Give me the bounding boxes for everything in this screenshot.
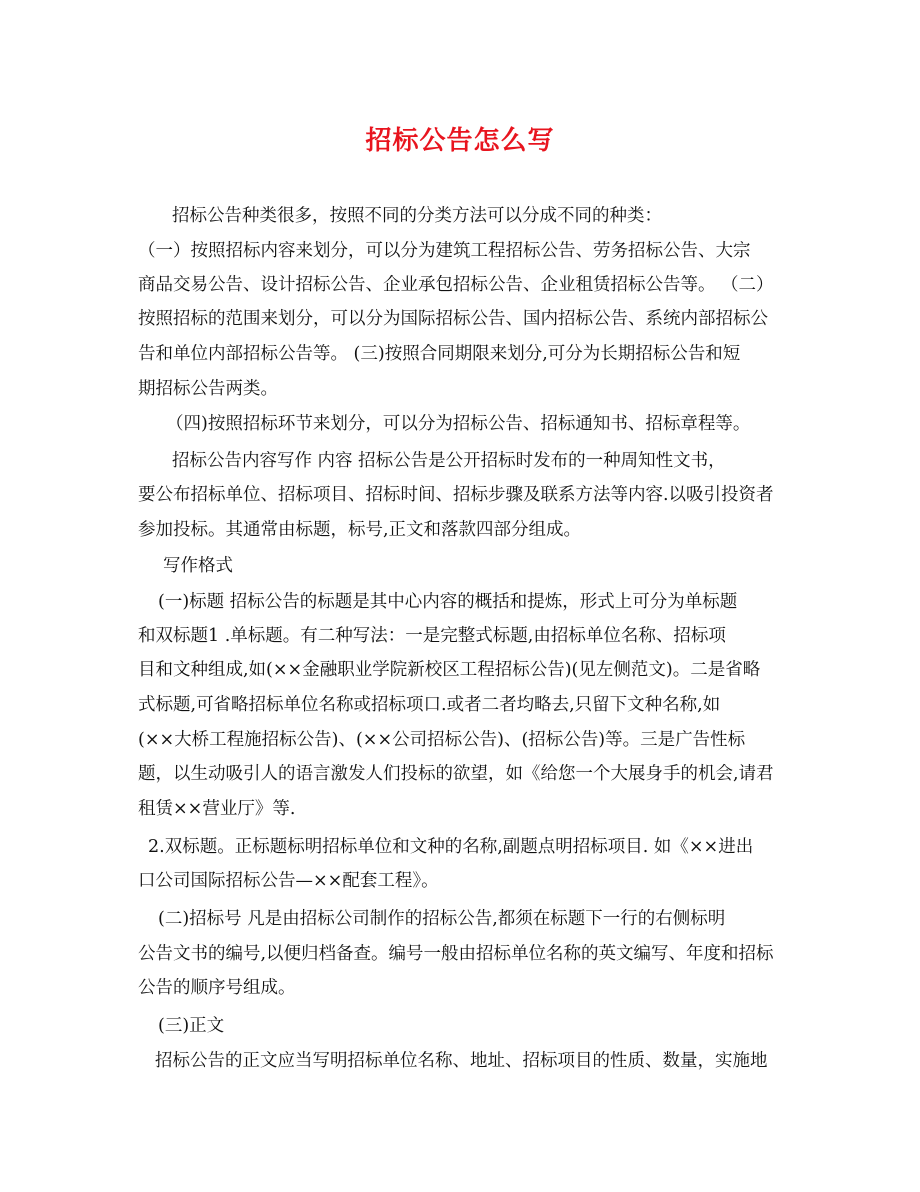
body-line: (一)标题 招标公告的标题是其中心内容的概括和提炼，形式上可分为单标题 [158, 592, 738, 612]
body-line: 公告文书的编号,以便归档备查。编号一般由招标单位名称的英文编写、年度和招标 [138, 944, 774, 964]
body-line: 招标公告种类很多，按照不同的分类方法可以分成不同的种类： [172, 206, 662, 226]
body-line: 租赁××营业厅》等. [138, 799, 296, 819]
body-line: 商品交易公告、设计招标公告、企业承包招标公告、企业租赁招标公告等。 （二） [138, 275, 774, 295]
body-line: 参加投标。其通常由标题，标号,正文和落款四部分组成。 [138, 520, 582, 540]
body-line: 式标题,可省略招标单位名称或招标项口.或者二者均略去,只留下文种名称,如 [138, 695, 721, 715]
body-line: （四)按照招标环节来划分，可以分为招标公告、招标通知书、招标章程等。 [166, 414, 751, 434]
body-line: 要公布招标单位、招标项目、招标时间、招标步骤及联系方法等内容.以吸引投资者 [138, 485, 774, 505]
body-line: 口公司国际招标公告—××配套工程》。 [138, 871, 439, 891]
body-line: 招标公告内容写作 内容 招标公告是公开招标时发布的一种周知性文书， [172, 451, 726, 471]
body-line: 按照招标的范围来划分，可以分为国际招标公告、国内招标公告、系统内部招标公 [138, 309, 768, 329]
body-line: 目和文种组成,如(××金融职业学院新校区工程招标公告)(见左侧范文)。二是省略 [138, 660, 761, 680]
body-line: 2.双标题。正标题标明招标单位和文种的名称,副题点明招标项目. 如《××进出 [148, 837, 754, 857]
body-line: 招标公告的正文应当写明招标单位名称、地址、招标项目的性质、数量，实施地 [155, 1051, 768, 1071]
body-line: 公告的顺序号组成。 [138, 978, 296, 998]
section-heading: 写作格式 [163, 556, 233, 576]
body-line: 题，以生动吸引人的语言激发人们投标的欲望，如《给您一个大展身手的机会,请君 [138, 764, 774, 784]
body-line: 期招标公告两类。 [138, 379, 278, 399]
body-line: 告和单位内部招标公告等。 (三)按照合同期限来划分,可分为长期招标公告和短 [138, 344, 741, 364]
body-line: （一）按照招标内容来划分，可以分为建筑工程招标公告、劳务招标公告、大宗 [138, 241, 751, 261]
body-line: (××大桥工程施招标公告)、(××公司招标公告)、(招标公告)等。三是广告性标 [138, 730, 746, 750]
document-title: 招标公告怎么写 [365, 126, 555, 156]
body-line: (二)招标号 凡是由招标公司制作的招标公告,都须在标题下一行的右侧标明 [158, 909, 726, 929]
body-line: 和双标题1 .单标题。有二种写法：一是完整式标题,由招标单位名称、招标项 [138, 626, 726, 646]
section-heading: (三)正文 [158, 1016, 225, 1036]
